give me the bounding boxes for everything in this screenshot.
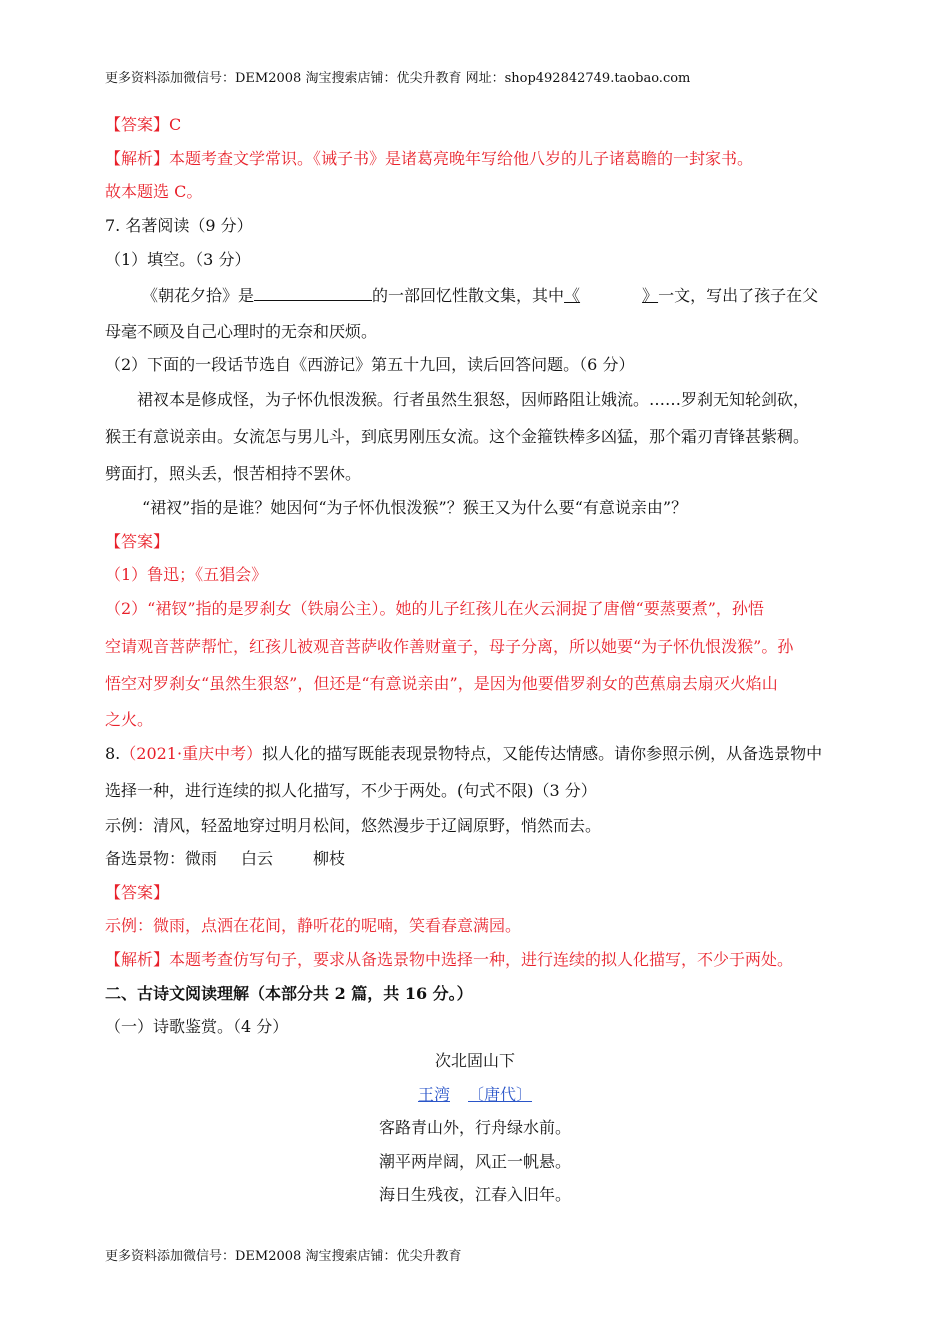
- section2-sub1: （一）诗歌鉴赏。（4 分）: [105, 1017, 289, 1036]
- q8-line2: 选择一种，进行连续的拟人化描写，不少于两处。(句式不限)（3 分）: [105, 781, 597, 800]
- page-header: 更多资料添加微信号：DEM2008 淘宝搜索店铺：优尖升教育 网址：shop492842749.taobao.com: [105, 71, 691, 86]
- section2-title: 二、古诗文阅读理解（本部分共 2 篇，共 16 分。）: [105, 984, 473, 1003]
- poem-line-1: 客路青山外，行舟绿水前。: [378, 1118, 571, 1137]
- q7-title: 7. 名著阅读（9 分）: [105, 216, 253, 235]
- q6-answer: 【答案】C: [105, 115, 182, 134]
- q7-part1-line2: 母毫不顾及自己心理时的无奈和厌烦。: [105, 322, 378, 341]
- q7-question: “裙衩”指的是谁？她因何“为子怀仇恨泼猴”？猴王又为什么要“有意说亲由”？: [142, 498, 688, 517]
- q7-passage-line3: 劈面打，照头丢，恨苦相持不罢休。: [105, 464, 362, 483]
- fill-blank-author[interactable]: [254, 284, 372, 301]
- q7-passage-line2: 猴王有意说亲由。女流怎与男儿斗，到底男刚压女流。这个金箍铁棒多凶猛，那个霜刃青锋甚紫稠。: [105, 427, 810, 446]
- q7-answer-2a: （2）“裙钗”指的是罗刹女（铁扇公主）。她的儿子红孩儿在火云洞捉了唐僧“要蒸要煮”，孙悟: [105, 599, 764, 618]
- dynasty-link[interactable]: 〔唐代〕: [468, 1085, 533, 1104]
- q8-options: [105, 848, 345, 870]
- q8-option-1: 微雨: [185, 849, 218, 868]
- q6-conclusion: 故本题选 C。: [105, 182, 203, 201]
- poem-title: 次北固山下: [434, 1051, 515, 1070]
- q7-part1-title: （1）填空。（3 分）: [105, 250, 251, 269]
- q8-example: 示例：清风，轻盈地穿过明月松间，悠然漫步于辽阔原野，悄然而去。: [105, 816, 602, 835]
- q7-part1-text-a: 《朝花夕拾》是: [142, 286, 255, 305]
- q8-answer-label: 【答案】: [105, 883, 170, 902]
- q7-answer-2c: 悟空对罗刹女“虽然生狠怒”，但还是“有意说亲由”，是因为他要借罗刹女的芭蕉扇去扇灭火焰山: [105, 674, 778, 693]
- q7-answer-2b: 空请观音菩萨帮忙，红孩儿被观音菩萨收作善财童子，母子分离，所以她要“为子怀仇恨泼猴”。孙: [105, 637, 794, 656]
- q8-answer: 示例：微雨，点洒在花间，静听花的呢喃，笑看春意满园。: [105, 916, 522, 935]
- page-footer: 更多资料添加微信号：DEM2008 淘宝搜索店铺：优尖升教育: [105, 1249, 462, 1264]
- q7-answer-2d: 之火。: [105, 710, 154, 729]
- q8-options-label: 备选景物：: [105, 849, 186, 868]
- author-link[interactable]: 王湾: [417, 1085, 450, 1104]
- q8-text-1: 拟人化的描写既能表现景物特点，又能传达情感。请你参照示例，从备选景物中: [262, 744, 823, 763]
- q8-line1: [105, 743, 822, 765]
- q6-analysis: 【解析】本题考查文学常识。《诫子书》是诸葛亮晚年写给他八岁的儿子诸葛瞻的一封家书。: [105, 149, 754, 168]
- poem-line-3: 海日生残夜，江春入旧年。: [378, 1185, 571, 1204]
- q7-part1-text-b: 的一部回忆性散文集，其中: [372, 286, 565, 305]
- q7-answer-label: 【答案】: [105, 532, 170, 551]
- q8-option-2: 白云: [241, 849, 274, 868]
- q7-part1-text-e: 一文，写出了孩子在父: [658, 286, 819, 305]
- q7-passage-line1: 裙衩本是修成怪，为子怀仇恨泼猴。行者虽然生狠怒，因师路阻让娥流。……罗刹无知轮剑砍，: [137, 390, 810, 409]
- q7-answer-1: （1）鲁迅；《五猖会》: [105, 565, 268, 584]
- poem-byline: [0, 1084, 950, 1106]
- q8-option-3: 柳枝: [313, 849, 346, 868]
- q8-number: 8.: [105, 744, 121, 763]
- q8-analysis: 【解析】本题考查仿写句子，要求从备选景物中选择一种，进行连续的拟人化描写，不少于两处。: [105, 950, 794, 969]
- fill-blank-title[interactable]: 《 》: [564, 286, 659, 305]
- q8-source: （2021·重庆中考）: [120, 744, 263, 763]
- q7-part1-line1: [142, 284, 818, 307]
- q7-part2-title: （2）下面的一段话节选自《西游记》第五十九回，读后回答问题。（6 分）: [105, 355, 635, 374]
- poem-line-2: 潮平两岸阔，风正一帆悬。: [378, 1152, 571, 1171]
